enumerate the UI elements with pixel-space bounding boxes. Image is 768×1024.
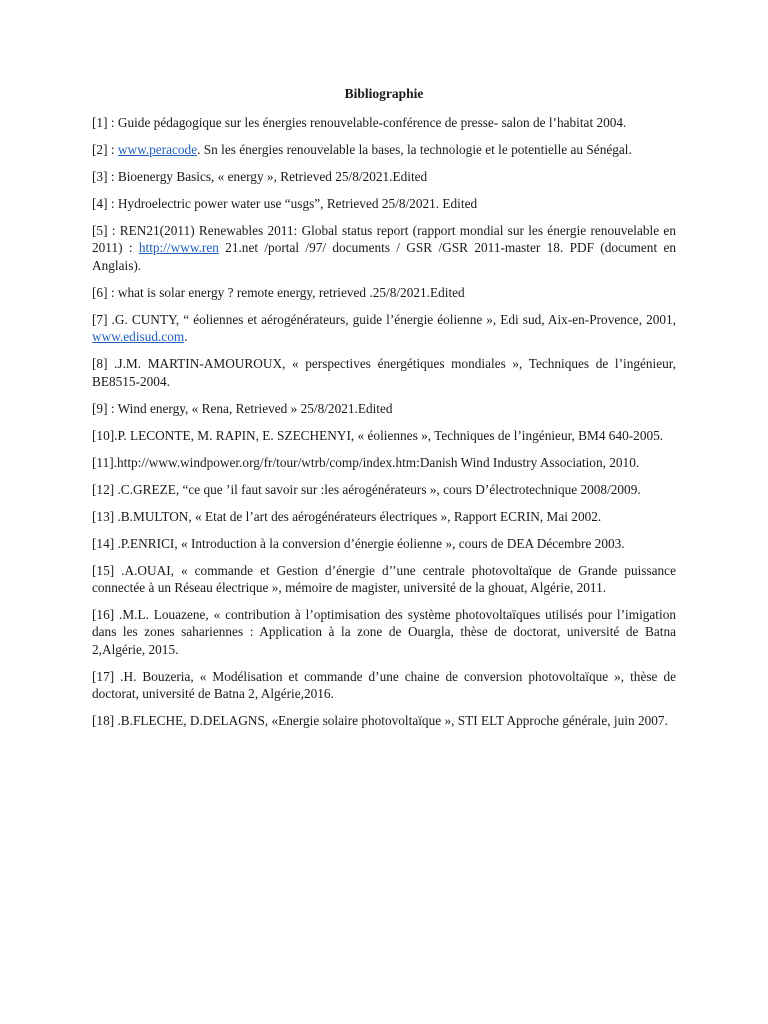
reference-link[interactable]: www.peracode bbox=[117, 142, 198, 157]
reference-item bbox=[92, 400, 676, 417]
reference-text: [17] .H. Bouzeria, « Modélisation et commande d’une chaine de conversion photovoltaïque », thèse de doctorat, université de Batna 2, Algérie,2016. bbox=[92, 668, 676, 702]
reference-item bbox=[92, 454, 676, 471]
reference-text: [12] .C.GREZE, “ce que ’il faut savoir sur :les aérogénérateurs », cours D’électrotechnique 2008/2009. bbox=[92, 481, 641, 497]
reference-text: [14] .P.ENRICI, « Introduction à la conversion d’énergie éolienne », cours de DEA Décembre 2003. bbox=[92, 535, 625, 551]
reference-text-continued: . bbox=[184, 329, 188, 345]
reference-list bbox=[92, 114, 676, 739]
reference-text: [16] .M.L. Louazene, « contribution à l’optimisation des système photovoltaïques utilisés pour l’imigation dans les zones sahariennes : Application à la zone de Ouargla, thèse de doctorat, université de Batna 2,Algérie, 2015. bbox=[92, 607, 676, 657]
reference-text: [8] .J.M. MARTIN-AMOUROUX, « perspectives énergétiques mondiales », Techniques de l’ingénieur, BE8515-2004. bbox=[92, 356, 676, 389]
reference-item bbox=[92, 606, 676, 658]
reference-text: [15] .A.OUAI, « commande et Gestion d’énergie d’’une centrale photovoltaïque de Grande puissance connectée à un Réseau électrique », mémoire de magister, université de la ghouat, Algérie, 2011. bbox=[92, 562, 676, 596]
reference-item bbox=[92, 168, 676, 185]
reference-item bbox=[92, 222, 676, 274]
reference-item bbox=[92, 114, 676, 131]
reference-item bbox=[92, 141, 676, 158]
reference-item bbox=[92, 668, 676, 703]
reference-text-continued: . Sn les énergies renouvelable la bases, la technologie et le potentielle au Sénégal. bbox=[197, 142, 632, 157]
reference-item bbox=[92, 508, 676, 525]
reference-text: [18] .B.FLECHE, D.DELAGNS, «Energie solaire photovoltaïque », STI ELT Approche générale, juin 2007. bbox=[92, 713, 668, 729]
reference-item bbox=[92, 427, 676, 444]
reference-link[interactable]: www.edisud.com bbox=[92, 329, 185, 345]
reference-text: [3] : Bioenergy Basics, « energy », Retrieved 25/8/2021.Edited bbox=[92, 169, 428, 184]
reference-text: [2] : bbox=[92, 142, 118, 157]
reference-text: [9] : Wind energy, « Rena, Retrieved » 25/8/2021.Edited bbox=[92, 400, 393, 416]
reference-item bbox=[92, 355, 676, 390]
reference-item bbox=[92, 311, 676, 346]
page-title: Bibliographie bbox=[344, 86, 424, 101]
reference-item bbox=[92, 481, 676, 498]
reference-text: [7] .G. CUNTY, “ éoliennes et aérogénérateurs, guide l’énergie éolienne », Edi sud, Aix-en-Provence, 2001, bbox=[92, 311, 676, 327]
reference-text-continued: 21.net /portal /97/ documents / GSR /GSR 2011-master 18. PDF (document en Anglais). bbox=[92, 240, 677, 273]
reference-text: [10].P. LECONTE, M. RAPIN, E. SZECHENYI, « éoliennes », Techniques de l’ingénieur, BM4 640-2005. bbox=[92, 427, 664, 443]
reference-link[interactable]: http://www.ren bbox=[138, 240, 219, 256]
reference-text: [1] : Guide pédagogique sur les énergies renouvelable-conférence de presse- salon de l’habitat 2004. bbox=[92, 115, 627, 130]
reference-item bbox=[92, 562, 676, 597]
reference-text: [6] : what is solar energy ? remote energy, retrieved .25/8/2021.Edited bbox=[92, 284, 465, 300]
reference-item bbox=[92, 195, 676, 212]
reference-item bbox=[92, 712, 676, 729]
reference-item bbox=[92, 535, 676, 552]
reference-text: [5] : REN21(2011) Renewables 2011: Global status report (rapport mondial sur les énergie renouvelable en 2011) : bbox=[92, 223, 676, 256]
reference-text: [11].http://www.windpower.org/fr/tour/wtrb/comp/index.htm:Danish Wind Industry Association, 2010. bbox=[92, 454, 640, 470]
reference-text: [13] .B.MULTON, « Etat de l’art des aérogénérateurs électriques », Rapport ECRIN, Mai 2002. bbox=[92, 508, 602, 524]
reference-item bbox=[92, 284, 676, 301]
reference-text: [4] : Hydroelectric power water use “usgs”, Retrieved 25/8/2021. Edited bbox=[92, 196, 478, 211]
